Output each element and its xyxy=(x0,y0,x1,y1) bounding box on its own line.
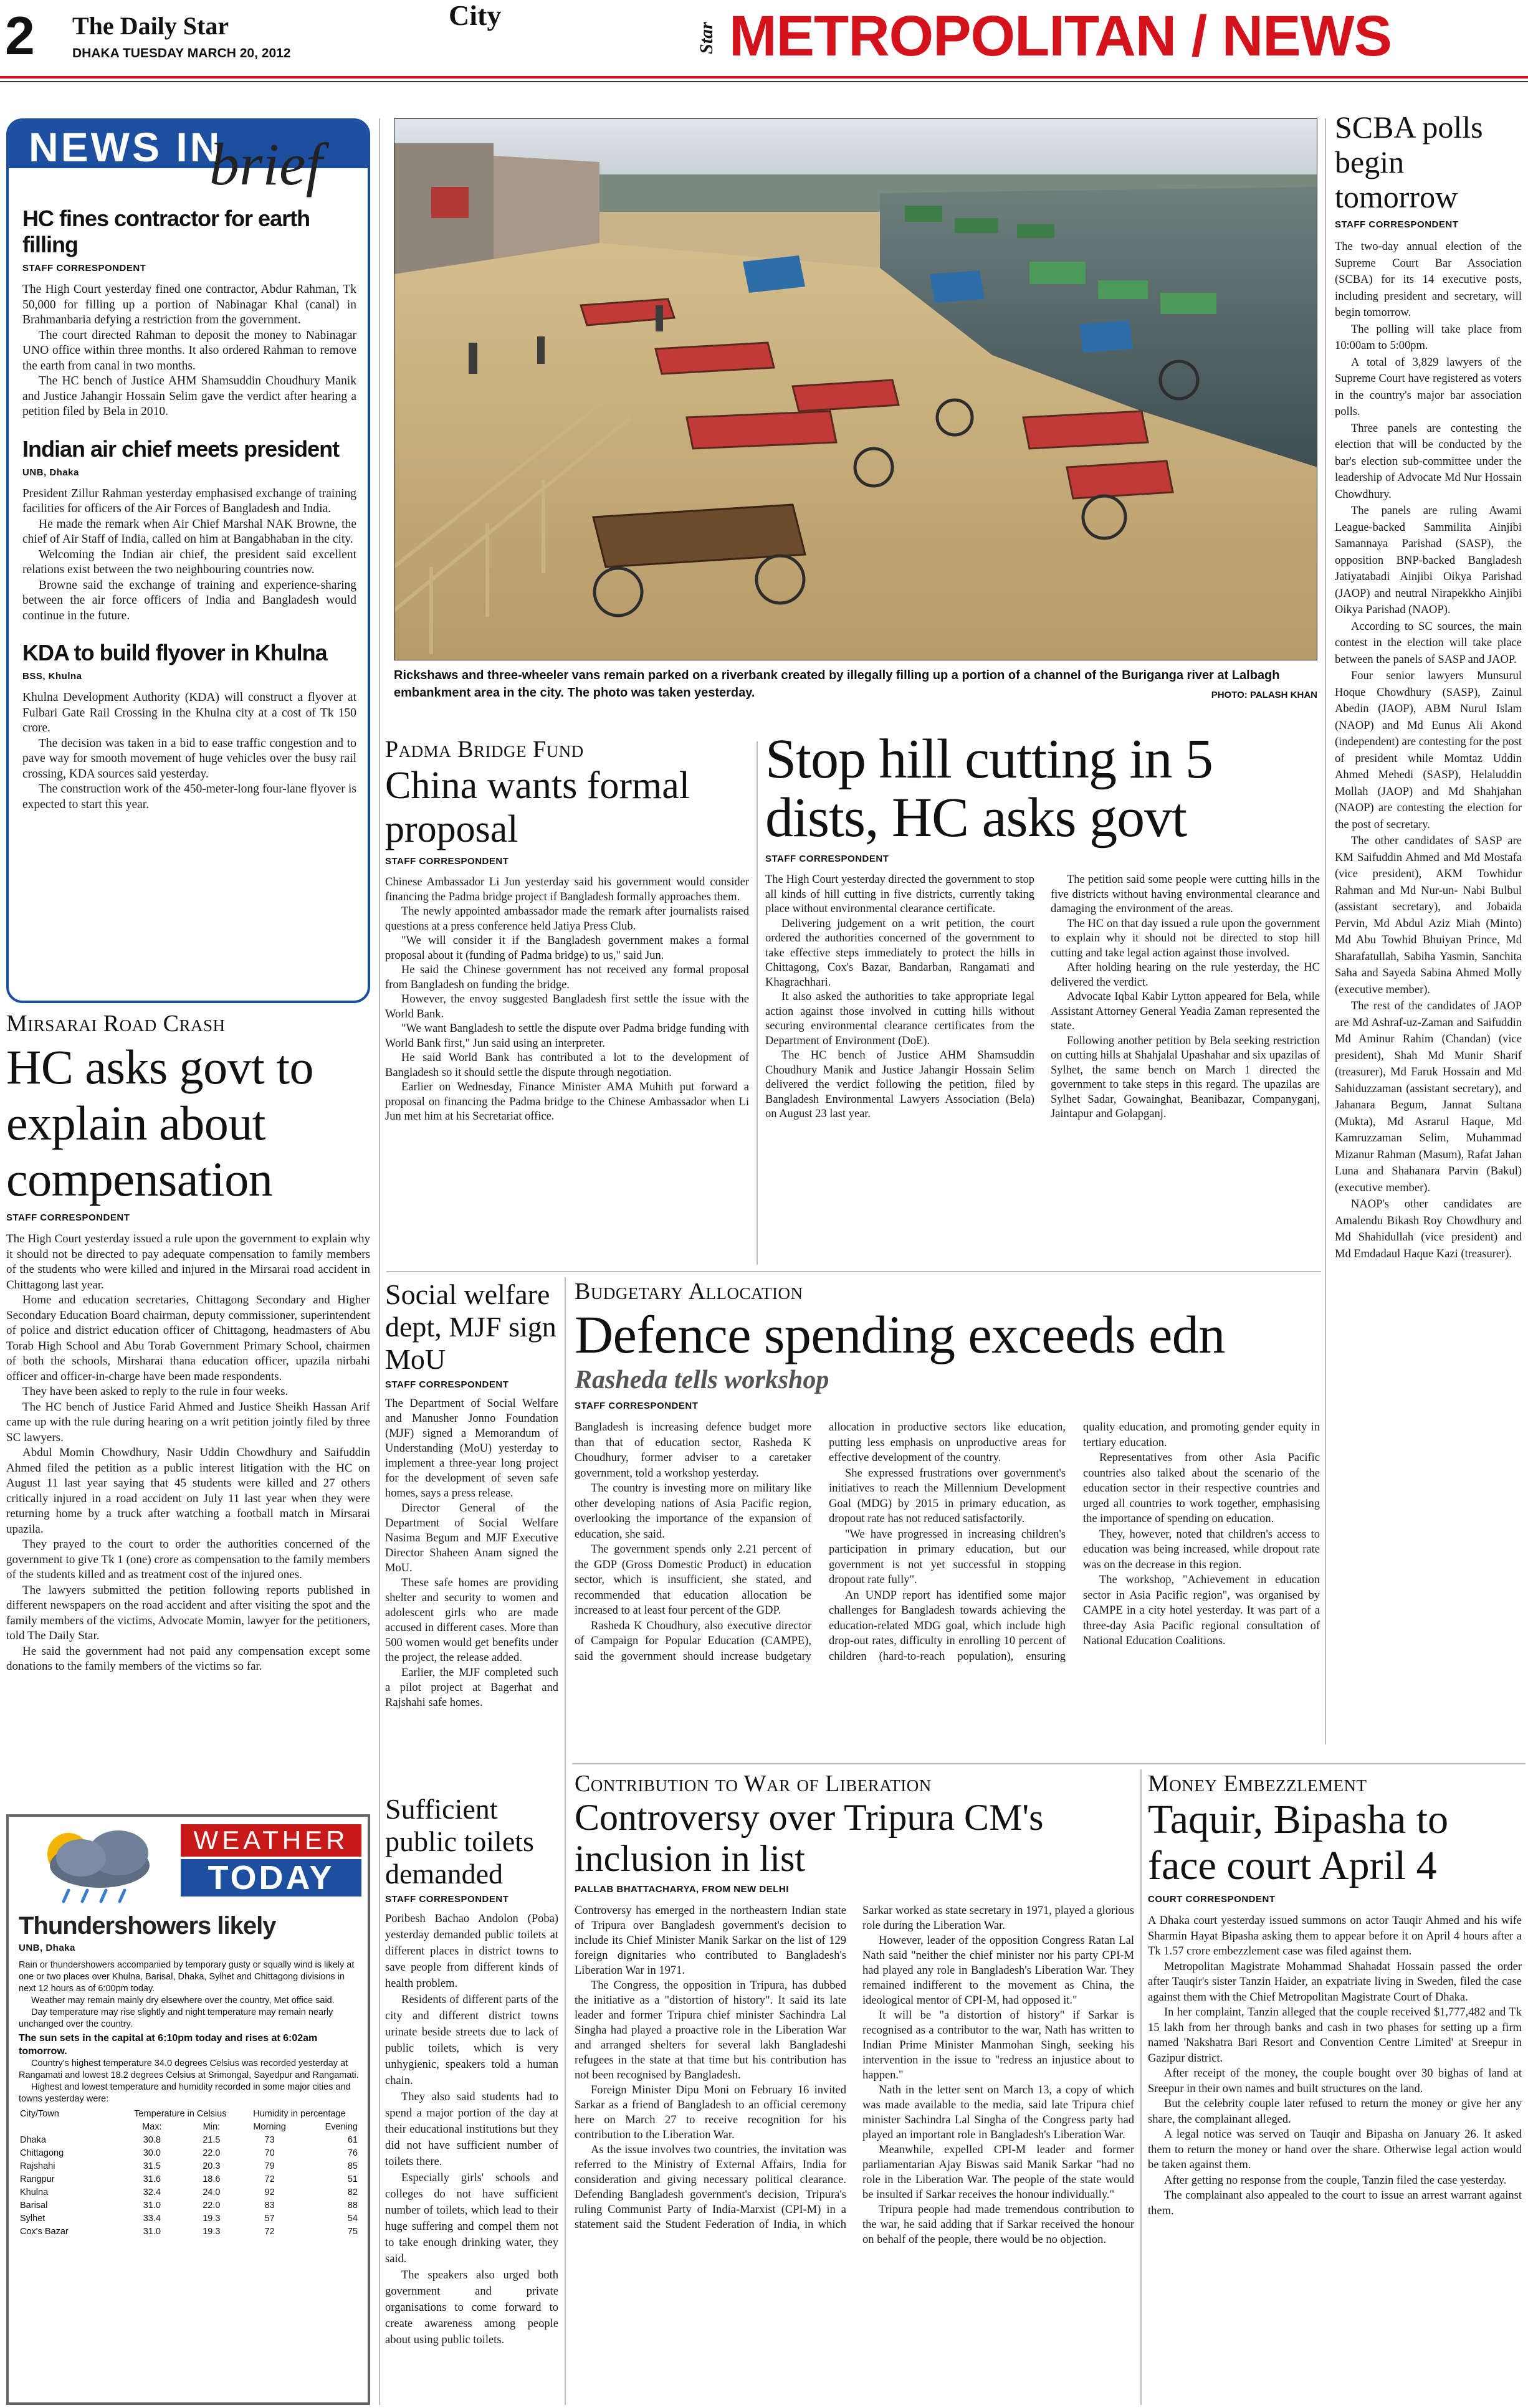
paragraph: Chinese Ambassador Li Jun yesterday said his government would consider financing the Padma bridge project if Bangladesh formally approaches them. xyxy=(385,876,749,903)
byline: STAFF CORRESPONDENT xyxy=(6,1212,130,1223)
table-cell: 92 xyxy=(264,2187,275,2197)
paragraph: Poribesh Bachao Andolon (Poba) yesterday demanded public toilets at different places in district towns to save people from different kinds of health problem. xyxy=(385,1913,558,1990)
weather-badge-a: WEATHER xyxy=(181,1824,361,1857)
paragraph: Weather may remain mainly dry elsewhere over the country, Met office said. xyxy=(31,1996,335,2006)
paragraph: Foreign Minister Dipu Moni on February 16 invited Sarkar as a friend of Bangladesh to an official ceremony here on March 27 to receive recognition for his contribution to the Liberation War. xyxy=(575,2084,846,2141)
article-padma xyxy=(385,736,749,1265)
table-cell: 31.6 xyxy=(143,2174,161,2184)
paragraph: Rasheda K Choudhury, also executive director of Campaign for Popular Education (CAMPE), said the government should increase budgetary allocation in productive sectors like education, putting less emphasis on unproductive areas for effective development of the country. xyxy=(575,1421,1066,1663)
photo-credit: PHOTO: PALASH KHAN xyxy=(1211,690,1317,700)
table-cell: 31.5 xyxy=(143,2161,161,2171)
paragraph: The workshop, "Achievement in education sector in Asia Pacific region", was organised by CAMPE in a city hotel yesterday. It was part of a three-day Asia Pacific regional consultation of National Education Coalitions. xyxy=(1083,1574,1320,1647)
table-cell: 57 xyxy=(264,2214,275,2224)
article-body xyxy=(385,1396,558,1710)
paragraph: Rain or thundershowers accompanied by temporary gusty or squally wind is likely at one or two places over Khulna, Barisal, Dhaka, Sylhet and Chittagong divisions in next 12 hours as of 6:00pm today. xyxy=(19,1960,355,1994)
paragraph: Director General of the Department of Social Welfare Nasima Begum and MJF Executive Director Shaheen Anam signed the MoU. xyxy=(385,1502,558,1574)
paragraph: Metropolitan Magistrate Mohammad Shahadat Hossain passed the order after Tauqir's sister Tanzin Haider, an expatriate living in Sweden, filed the case against them with the Chief Metropolitan Magistrate Court of Dhaka. xyxy=(1148,1960,1522,2004)
masthead-rule xyxy=(0,76,1528,79)
photo-riverbank-rickshaws xyxy=(394,118,1317,660)
paragraph: Welcoming the Indian air chief, the president said excellent relations exist between the two neighbouring countries now. xyxy=(22,548,356,576)
table-cell: Dhaka xyxy=(20,2135,46,2145)
paragraph: Abdul Momin Chowdhury, Nasir Uddin Chowdhury and Saifuddin Ahmed filed the petition as a public interest litigation with the HC on August 11 last year saying that 45 students were killed and 27 others critically injured in a road accident on July 11 last year when they were returning home by a truck after watching a football match in Mirsarai upazila. xyxy=(6,1446,370,1536)
article-hill-cutting xyxy=(765,730,1320,1265)
paragraph: The Department of Social Welfare and Manusher Jonno Foundation (MJF) signed a Memorandum of Understanding (MoU) yesterday to implement a three-year long project for the development of seven safe homes, says a press release. xyxy=(385,1397,558,1500)
brief-item xyxy=(22,436,356,624)
table-cell: 72 xyxy=(264,2174,275,2184)
paragraph: The decision was taken in a bid to ease traffic congestion and to pave way for smooth movement of huge vehicles over the busy rail crossing, KDA sources said yesterday. xyxy=(22,736,356,781)
paragraph: He said World Bank has contributed a lot to the development of Bangladesh so it should settle the dispute through negotiation. xyxy=(385,1052,749,1079)
table-cell: 31.0 xyxy=(143,2201,161,2211)
column-rule xyxy=(565,1277,566,2405)
paragraph: It will be "a distortion of history" if Sarkar is recognised as a contributor to the war, Nath has written to Indian Prime Minister Manmohan Singh, seeking his intervention in the issue to "redress an injustice about to happen." xyxy=(862,2009,1134,2082)
column-rule xyxy=(1325,118,1326,1744)
paragraph: "We have progressed in increasing children's participation in primary education, but our government is not yet successful in stopping dropout rate fully". xyxy=(829,1528,1066,1586)
paragraph: The HC bench of Justice AHM Shamsuddin Choudhury Manik and Justice Jahangir Hossain Selim gave the verdict after hearing a petition filed by Bela in 2010. xyxy=(22,374,356,418)
table-cell: 20.3 xyxy=(203,2161,221,2171)
brief-headline: KDA to build flyover in Khulna xyxy=(22,640,327,665)
paragraph: President Zillur Rahman yesterday emphasised exchange of training facilities for officers of the Air Forces of Bangladesh and India. xyxy=(22,487,356,515)
brief-byline: UNB, Dhaka xyxy=(22,467,79,478)
article-tripura xyxy=(575,1771,1134,2405)
table-cell: 33.4 xyxy=(143,2214,161,2224)
paragraph: Country's highest temperature 34.0 degrees Celsius was recorded yesterday at Rangamati and lowest 18.2 degrees Celsius at Srimongal, Sayedpur and Rangamati. xyxy=(19,2058,359,2080)
table-cell: 54 xyxy=(347,2214,358,2224)
kicker: Money Embezzlement xyxy=(1148,1771,1367,1797)
byline: COURT CORRESPONDENT xyxy=(1148,1894,1276,1905)
paragraph: In her complaint, Tanzin alleged that the couple received $1,777,482 and Tk 15 lakh from her through banks and cash in two phases for setting up a firm named 'Nakshatra Bari Resort and Convention Centre Limited' at Sreepur in Gazipur district. xyxy=(1148,2006,1522,2065)
column-rule xyxy=(757,741,758,1265)
paragraph: Home and education secretaries, Chittagong Secondary and Higher Secondary Education Board chairman, deputy commissioner, superintendent of police and district education officer of Chittagong, headmasters of Abu Torab High School and Abu Torab Government Primary School, chairmen of both the schools, Mirsharai thana education officer, upazila nirbahi officer and officer-in-charge have been made respondents. xyxy=(6,1293,370,1383)
table-header-row xyxy=(19,2121,359,2134)
paragraph: He said the government had not paid any compensation except some donations to the family members of the victims so far. xyxy=(6,1644,370,1673)
column-rule xyxy=(379,118,380,2405)
paragraph: "We want Bangladesh to settle the dispute over Padma bridge funding with World Bank first," Jun said using an interpreter. xyxy=(385,1022,749,1050)
headline: China wants formal proposal xyxy=(385,764,690,850)
weather-content xyxy=(19,1911,359,2239)
paragraph: An UNDP report has identified some major challenges for Bangladesh towards achieving the education-related MDG goal, which include high drop-out rates, difficulty in enrolling 10 percent of children (hard-to-reach population), ensuring quality education, and promoting gender equity in tertiary education. xyxy=(829,1421,1320,1663)
paragraph: Following another petition by Bela seeking restriction on cutting hills at Shahjalal Upashahar and six upazilas of Sylhet, the same bench on March 1 directed the government to take steps in this regard. The upazilas are Sylhet Sadar, Gowainghat, Beanibazar, Companyganj, Jaintapur and Golapganj. xyxy=(1051,1034,1320,1120)
paragraph: A legal notice was served on Tauqir and Bipasha on January 26. It asked them to return the money or hand over the share. Otherwise legal action would be taken against them. xyxy=(1148,2128,1522,2171)
paragraph: They also said students had to spend a major portion of the day at their educational institutions but they did not have sufficient number of toilets there. xyxy=(385,2091,558,2168)
paragraph: The court directed Rahman to deposit the money to Nabinagar UNO office within three months. It also ordered Rahman to remove the earth from canal in two months. xyxy=(22,328,356,373)
weather-byline: UNB, Dhaka xyxy=(19,1943,75,1953)
byline: STAFF CORRESPONDENT xyxy=(385,1379,509,1390)
brief-title-a: NEWS IN xyxy=(29,124,222,170)
byline: STAFF CORRESPONDENT xyxy=(765,854,889,864)
paragraph: Tripura people had made tremendous contribution to the war, he said adding that if Sarkar received the honour on behalf of the people, there would be no objection. xyxy=(862,2204,1134,2246)
table-cell: Barisal xyxy=(20,2201,48,2211)
headline: Social welfare dept, MJF sign MoU xyxy=(385,1278,556,1375)
paragraph: According to SC sources, the main contest in the election will take place between the panels of SASP and JAOP. xyxy=(1335,620,1522,666)
paragraph: The country is investing more on military like other developing nations of Asia Pacific region, overlooking the importance of the expansion of education, she said. xyxy=(575,1482,811,1541)
paragraph: They have been asked to reply to the rule in four weeks. xyxy=(22,1385,289,1398)
article-body xyxy=(1148,1913,1522,2219)
table-row xyxy=(19,2186,359,2199)
paragraph: After holding hearing on the rule yesterday, the HC delivered the verdict. xyxy=(1051,961,1320,989)
paragraph: However, leader of the opposition Congress Ratan Lal Nath said "neither the chief minister nor his party CPI-M had played any role in Bangladesh's Liberation War. They remained indifferent to the movement as China, the ideological mentor of CPI-M, had opposed it." xyxy=(862,1934,1134,2007)
article-body xyxy=(6,1232,370,1675)
table-cell: Rangpur xyxy=(20,2174,55,2184)
brief-content xyxy=(22,206,356,812)
table-cell: 19.3 xyxy=(203,2214,221,2224)
paragraph: Three panels are contesting the election that will be conducted by the bar's election sub-committee under the leadership of Advocate Md Nur Hossain Chowdhury. xyxy=(1335,422,1522,501)
header-cell: Morning xyxy=(253,2122,286,2132)
table-row xyxy=(19,2199,359,2212)
weather-box xyxy=(6,1814,370,2405)
paragraph: The government spends only 2.21 percent of the GDP (Gross Domestic Product) in education sector, which is insufficient, she stated, and recommended that education allocation be increased to at least four percent of the GDP. xyxy=(575,1543,811,1617)
table-cell: 82 xyxy=(347,2187,358,2197)
table-cell: 79 xyxy=(264,2161,275,2171)
table-row xyxy=(19,2160,359,2173)
byline: STAFF CORRESPONDENT xyxy=(575,1401,699,1411)
paragraph: A Dhaka court yesterday issued summons on actor Tauqir Ahmed and his wife Sharmin Hayat Bipasha asking them to appear before it on April 4 hours after a Tk 1.57 crore embezzlement case was filed against them. xyxy=(1148,1915,1522,1958)
table-cell: Rajshahi xyxy=(20,2161,55,2171)
paragraph: Residents of different parts of the city and different district towns urinate beside streets due to lack of public toilets, which is very unhygienic, speakers told a human chain. xyxy=(385,1994,558,2087)
headline: HC asks govt to explain about compensation xyxy=(6,1040,314,1206)
byline: STAFF CORRESPONDENT xyxy=(1335,219,1459,230)
brief-headline: HC fines contractor for earth filling xyxy=(22,206,310,257)
table-row xyxy=(19,2225,359,2239)
byline: STAFF CORRESPONDENT xyxy=(385,1894,509,1905)
header-cell: Temperature in Celsius xyxy=(134,2109,227,2119)
table-cell: Khulna xyxy=(20,2187,49,2197)
headline: Defence spending exceeds edn xyxy=(575,1305,1225,1364)
table-cell: 30.0 xyxy=(143,2148,161,2158)
paragraph: The panels are ruling Awami League-backed Sammilita Ainjibi Samannaya Parishad (SASP), the opposition BNP-backed Bangladesh Jatiyatabadi Ainjibi Oikya Parishad (JAOP) and neutral Nirapekkho Ainjibi Oikya Parishad (NAOP). xyxy=(1335,505,1522,616)
headline: Sufficient public toilets demanded xyxy=(385,1793,534,1890)
paragraph: The High Court yesterday issued a rule upon the government to explain why it should not be directed to pay adequate compensation to family members of the students who were killed and injured in the Mirsarai road accident in Chittagong last year. xyxy=(6,1232,370,1292)
table-cell: 22.0 xyxy=(203,2148,221,2158)
table-cell: 32.4 xyxy=(143,2187,161,2197)
table-cell: 30.8 xyxy=(143,2135,161,2145)
paragraph: "We will consider it if the Bangladesh government makes a formal proposal about it (funding of Padma bridge) to us," said Jun. xyxy=(385,935,749,962)
paragraph: The HC bench of Justice AHM Shamsuddin Choudhury Manik and Justice Jahangir Hossain Selim delivered the verdict following the petition, filed by Bangladesh Environmental Lawyers Association (Bela) on August 23 last year. xyxy=(765,1049,1034,1120)
byline: STAFF CORRESPONDENT xyxy=(385,856,509,867)
table-row xyxy=(19,2147,359,2160)
paragraph: NAOP's other candidates are Amalendu Bikash Roy Chowdhury and Md Shahidullah (vice president) and Md Emdadaul Haque Kazi (treasurer). xyxy=(1335,1198,1522,1260)
paragraph: The Congress, the opposition in Tripura, has dubbed the initiative as a "distortion of history". It said its late leader and former Tripura chief minister Sachindra Lal Singha had played a proactive role in the Liberation War and arranged shelters for several lakh Bangladeshi refugees in the state at that time but his contribution has not been recognised by Bangladesh. xyxy=(575,1979,846,2082)
weather-badge-b: TODAY xyxy=(181,1859,361,1896)
news-in-brief-box xyxy=(6,118,370,1003)
paragraph: Representatives from other Asia Pacific countries also talked about the scenario of the education sector in their respective countries and urged all countries to work together, emphasising the importance of spending on education. xyxy=(1083,1452,1320,1525)
weather-table xyxy=(19,2108,359,2239)
section-title: METROPOLITAN / NEWS xyxy=(729,4,1392,68)
table-cell: 72 xyxy=(264,2227,275,2237)
caption-text: Rickshaws and three-wheeler vans remain parked on a riverbank created by illegally filling up a portion of a channel of the Buriganga river at Lalbagh embankment area in the city. The photo was taken yesterday. xyxy=(394,669,1280,700)
paragraph: After receipt of the money, the couple bought over 30 bighas of land at Sreepur in their own names and built structures on the land. xyxy=(1148,2067,1522,2095)
paragraph: Meanwhile, expelled CPI-M leader and former parliamentarian Ajay Biswas said Manik Sarkar "had no role in the Liberation War. The people of the state would be insulted if Sarkar receives the honour individually." xyxy=(862,2144,1134,2201)
weather-banner xyxy=(9,1817,368,1910)
article-body xyxy=(575,1903,1134,2247)
article-body xyxy=(765,873,1320,1122)
dateline: DHAKA TUESDAY MARCH 20, 2012 xyxy=(72,46,291,60)
cloud-rain-icon xyxy=(25,1820,168,1908)
paragraph: After getting no response from the couple, Tanzin filed the case yesterday. xyxy=(1164,2174,1507,2187)
paragraph: A total of 3,829 lawyers of the Supreme Court have registered as voters in the country's major bar association polls. xyxy=(1335,356,1522,418)
paragraph: Highest and lowest temperature and humidity recorded in some major cities and towns yesterday were: xyxy=(19,2082,351,2104)
paragraph: The complainant also appealed to the court to issue an arrest warrant against them. xyxy=(1148,2189,1522,2217)
article-toilets xyxy=(385,1793,558,2405)
weather-text xyxy=(19,1959,359,2239)
paragraph: As the issue involves two countries, the invitation was referred to the Ministry of External Affairs, India for consideration and giving necessary political clearance. Defending Bangladesh government's decision, Tripura's ruling Communist Party of India-Marxist (CPI-M) in a statement said the Student Federation of India, in which Sarkar worked as state secretary in 1971, played a glorious role during the Liberation War. xyxy=(575,1905,1134,2231)
paragraph: Especially girls' schools and colleges do not have sufficient number of toilets, which lead to their huge suffering and compel them not to take enough drinking water, they said. xyxy=(385,2172,558,2265)
table-cell: 88 xyxy=(347,2201,358,2211)
paragraph: The rest of the candidates of JAOP are Md Ashraf-uz-Zaman and Saifuddin Md Aminur Rahim (Chandan) (vice president), Shah Md Munir Sharif (treasurer), Md Faruk Hossain and Md Sahiduzzaman (assistant secretary), and Jahanara Begum, Jannat Sultana (Mukta), Md Asrarul Haque, Md Kamruzzaman Selim, Muhammad Mizanur Rahman (Masum), Rafat Jahan Luna and Shahanara Parvin (Bakul) (executive member). xyxy=(1335,1000,1522,1194)
headline: SCBA polls begin tomorrow xyxy=(1335,110,1483,214)
photo-caption xyxy=(394,667,1317,704)
byline: PALLAB BHATTACHARYA, FROM NEW DELHI xyxy=(575,1884,789,1895)
table-header-row xyxy=(19,2108,359,2121)
paragraph: Khulna Development Authority (KDA) will construct a flyover at Fulbari Gate Rail Crossing in the Khulna city at a cost of Tk 150 crore. xyxy=(22,691,356,735)
brief-body xyxy=(22,690,356,812)
table-row xyxy=(19,2134,359,2147)
article-body xyxy=(1335,239,1522,1262)
paper-name: The Daily Star xyxy=(72,12,229,40)
paragraph: Advocate Iqbal Kabir Lytton appeared for Bela, while Assistant Attorney General Yeadia Zaman represented the state. xyxy=(1051,991,1320,1032)
paragraph: The HC on that day issued a rule upon the government to explain why it should not be directed to stop hill cutting and take legal action against those involved. xyxy=(1051,917,1320,959)
paragraph: He made the remark when Air Chief Marshal NAK Browne, the chief of Air Staff of India, called on him at Bangabhaban in the city. xyxy=(22,517,356,546)
table-cell: Cox's Bazar xyxy=(20,2227,69,2237)
paragraph: Day temperature may rise slightly and night temperature may remain nearly unchanged over the country. xyxy=(19,2007,333,2029)
table-cell: 75 xyxy=(347,2227,358,2237)
article-social-welfare xyxy=(385,1278,558,1796)
masthead-rule-thin xyxy=(0,81,1528,82)
table-cell: 70 xyxy=(264,2148,275,2158)
paragraph: Bangladesh is increasing defence budget more than that of education sector, Rasheda K Choudhury, former adviser to a caretaker government, told a workshop yesterday. xyxy=(575,1421,811,1480)
weather-headline: Thundershowers likely xyxy=(19,1912,276,1939)
header-cell: Max: xyxy=(142,2122,162,2132)
headline: Taquir, Bipasha to face court April 4 xyxy=(1148,1797,1449,1888)
table-cell: 22.0 xyxy=(203,2201,221,2211)
brief-byline: STAFF CORRESPONDENT xyxy=(22,263,146,274)
paragraph: They prayed to the court to order the authorities concerned of the government to give Tk 1 (one) crore as compensation to the family members of the students killed and as treatment cost of the injured ones. xyxy=(6,1538,370,1581)
river-photo xyxy=(394,118,1317,660)
row-rule xyxy=(572,1763,1526,1764)
paragraph: The other candidates of SASP are KM Saifuddin Ahmed and Md Mostafa (vice president), AKM Towhidur Rahman and Md Nur-un- Nabi Bulbul (assistant secretary), and Jobaida Pervin, Md Abdul Aziz Miah (Minto) Md Abu Towhid Bhuiyan Prince, Md Sharafatullah, Sabiha Yasmin, Sanchita Saha and Sayeda Sabina Ahmed Molly (executive member). xyxy=(1335,835,1522,996)
table-cell: 73 xyxy=(264,2135,275,2145)
table-cell: Sylhet xyxy=(20,2214,45,2224)
headline: Stop hill cutting in 5 dists, HC asks govt xyxy=(765,730,1213,849)
kicker: Mirsarai Road Crash xyxy=(6,1011,226,1037)
paragraph: He said the Chinese government has not received any formal proposal from Bangladesh on funding the bridge. xyxy=(385,964,749,991)
table-cell: 51 xyxy=(347,2174,358,2184)
subhead: Rasheda tells workshop xyxy=(575,1366,829,1394)
paragraph: The petition said some people were cutting hills in the five districts without having environmental clearance and damaging the environment of the areas. xyxy=(1051,873,1320,915)
table-cell: Chittagong xyxy=(20,2148,64,2158)
table-cell: 61 xyxy=(347,2135,358,2145)
paragraph: She expressed frustrations over government's initiatives to reach the Millennium Development Goal (MDG) by 2015 in primary education, as dropout rate has not reduced satisfactorily. xyxy=(829,1467,1066,1525)
page-number: 2 xyxy=(5,6,35,66)
header-cell: Humidity in percentage xyxy=(253,2109,346,2119)
brief-body xyxy=(22,282,356,420)
masthead xyxy=(0,0,1528,75)
table-cell: 24.0 xyxy=(203,2187,221,2197)
article-defence xyxy=(575,1278,1320,1758)
article-body xyxy=(385,1911,558,2348)
column-rule xyxy=(1140,1769,1142,2405)
paragraph: Four senior lawyers Munsurul Hoque Chowdhury (SASP), Zainul Abedin (JAOP), ABM Nurul Islam (NAOP) and Md Eunus Ali Akond (independent) are contesting for the post of president while Momtaz Uddin Ahmed Mehedi (SASP), Helaluddin Mollah (JAOP) and Md Shahjahan (NAOP) are contesting the election for the post of secretary. xyxy=(1335,670,1522,831)
table-cell: 31.0 xyxy=(143,2227,161,2237)
table-cell: 18.6 xyxy=(203,2174,221,2184)
article-taquir xyxy=(1148,1771,1522,2405)
paragraph: The High Court yesterday directed the government to stop all kinds of hill cutting in five districts, currently taking place without environmental clearance certificate. xyxy=(765,873,1034,915)
brief-item xyxy=(22,206,356,420)
table-cell: 76 xyxy=(347,2148,358,2158)
article-scba xyxy=(1335,110,1522,1748)
paragraph: Earlier on Wednesday, Finance Minister AMA Muhith put forward a proposal on financing the Padma bridge to the Chinese Ambassador when Li Jun met him at his Secretariat office. xyxy=(385,1081,749,1123)
paragraph: Earlier, the MJF completed such a pilot project at Bagerhat and Rajshahi safe homes. xyxy=(385,1667,558,1709)
paragraph: But the celebrity couple later refused to return the money or give her any share, the complainant alleged. xyxy=(1148,2098,1522,2126)
table-row xyxy=(19,2212,359,2225)
table-cell: 19.3 xyxy=(203,2227,221,2237)
paragraph: The sun sets in the capital at 6:10pm today and rises at 6:02am tomorrow. xyxy=(19,2033,318,2057)
paragraph: However, the envoy suggested Bangladesh first settle the issue with the World Bank. xyxy=(385,993,749,1021)
paragraph: The polling will take place from 10:00am to 5:00pm. xyxy=(1335,323,1522,352)
paragraph: The two-day annual election of the Supreme Court Bar Association (SCBA) for its 14 executive posts, including president and secretary, will begin tomorrow. xyxy=(1335,240,1522,319)
table-cell: 83 xyxy=(264,2201,275,2211)
headline: Controversy over Tripura CM's inclusion in list xyxy=(575,1797,1044,1879)
table-cell: 21.5 xyxy=(203,2135,221,2145)
brief-byline: BSS, Khulna xyxy=(22,671,82,682)
paragraph: The construction work of the 450-meter-long four-lane flyover is expected to start this year. xyxy=(22,783,356,811)
header-cell: City/Town xyxy=(20,2109,59,2119)
star-tag: Star xyxy=(695,22,717,54)
brief-title-b: brief xyxy=(209,131,323,197)
paragraph: The High Court yesterday fined one contractor, Abdur Rahman, Tk 50,000 for filling up a portion of Nabinagar Khal (canal) in Brahmanbaria defying a restriction from the government. xyxy=(22,283,356,326)
kicker: Budgetary Allocation xyxy=(575,1278,803,1305)
paragraph: Browne said the exchange of training and experience-sharing between the air force officers of India and Bangladesh would continue in the future. xyxy=(22,578,356,622)
section-city: City xyxy=(449,0,502,31)
row-rule xyxy=(386,1271,1321,1272)
paragraph: The newly appointed ambassador made the remark after journalists raised questions at a press conference held Jatiya Press Club. xyxy=(385,905,749,933)
header-cell xyxy=(19,2121,121,2134)
paragraph: Controversy has emerged in the northeastern Indian state of Tripura over Bangladesh government's decision to include its Chief Minister Manik Sarkar on the list of 129 foreign dignitaries who contributed to Bangladesh's Liberation War in 1971. xyxy=(575,1905,846,1977)
article-mirsarai xyxy=(6,1011,370,1776)
header-cell: Evening xyxy=(325,2122,358,2132)
kicker: Contribution to War of Liberation xyxy=(575,1771,932,1797)
paragraph: The lawyers submitted the petition following reports published in different newspapers on the road accident and after visiting the spot and the family members of the victims, Advocate Momin, lawyer for the petitioners, told The Daily Star. xyxy=(6,1583,370,1642)
table-cell: 85 xyxy=(347,2161,358,2171)
paragraph: They, however, noted that children's access to education was being increased, while dropout rate was on the decrease in this region. xyxy=(1083,1528,1320,1571)
header-cell: Min: xyxy=(203,2122,221,2132)
paragraph: The HC bench of Justice Farid Ahmed and Justice Sheikh Hassan Arif came up with the rule during hearing on a writ petition jointly filed by three SC lawyers. xyxy=(6,1400,370,1444)
paragraph: Delivering judgement on a writ petition, the court ordered the authorities concerned of the government to take effective steps immediately to protect the hills in Chittagong, Cox's Bazar, Bandarban, Rangamati and Khagrachhari. xyxy=(765,917,1034,989)
brief-headline: Indian air chief meets president xyxy=(22,435,340,462)
brief-item xyxy=(22,640,356,812)
kicker: Padma Bridge Fund xyxy=(385,736,584,763)
brief-body xyxy=(22,487,356,624)
paragraph: Nath in the letter sent on March 13, a copy of which was made available to the media, said late Tripura chief minister Sachindra Lal Singha of the Congress party had played an important role in Bangladesh's Liberation War. xyxy=(862,2084,1134,2141)
article-body xyxy=(385,875,749,1125)
brief-banner xyxy=(9,121,370,201)
paragraph: It also asked the authorities to take appropriate legal action against those involved in cutting hills without securing environmental clearance certificates from the Department of Environment (DoE). xyxy=(765,991,1034,1047)
paragraph: These safe homes are providing shelter and security to women and adolescent girls who are made accused in different cases. More than 500 women would get benefits under the project, the release added. xyxy=(385,1577,558,1664)
paragraph: The speakers also urged both government and private organisations to come forward to create awareness among people about using public toilets. xyxy=(385,2269,558,2346)
article-body xyxy=(575,1420,1320,1664)
table-row xyxy=(19,2173,359,2186)
